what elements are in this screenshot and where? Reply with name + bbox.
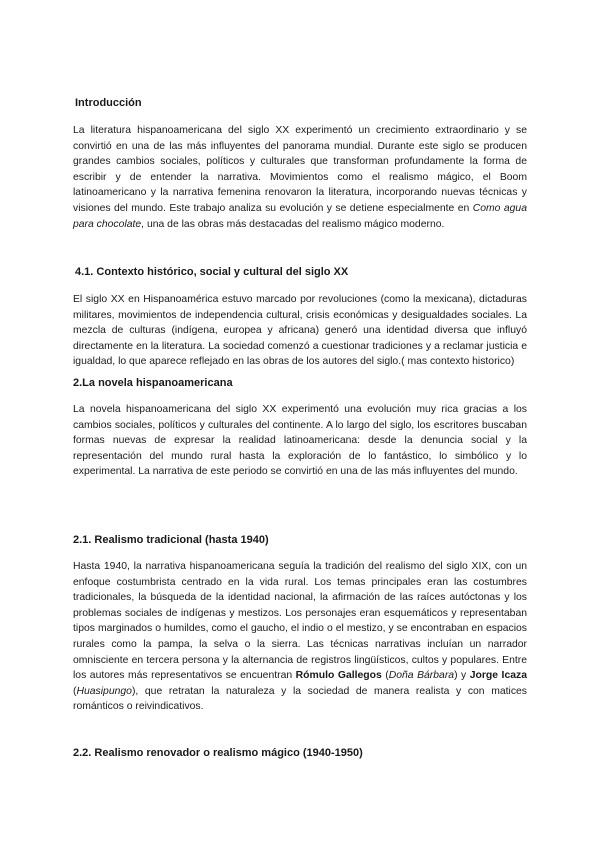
paren-open-2: ( — [73, 685, 77, 697]
heading-section-2: 2.La novela hispanoamericana — [73, 377, 233, 389]
section-2-1-text-1: Hasta 1940, la narrativa hispanoamericana seguía la tradición del realismo del siglo XIX, con un enfoque costumbrista centrado en la vida rural. Los temas principales eran las costumbres tradicionales, la búsqueda de la identidad nacional, la afirmación de las raíces autóctonas y los problemas sociales de indígenas y mestizos. Los personajes eran esquemáticos y representaban tipos marginados o humildes, como el gaucho, el indio o el mestizo, y se encontraban en espacios rurales como la pampa, la selva o la sierra. Las técnicas narrativas incluían un narrador omnisciente en tercera persona y la alternancia de registros lingüísticos, cultos y populares. Entre los autores más representativos se encuentran — [73, 561, 527, 682]
heading-introduccion: Introducción — [75, 97, 142, 109]
author-romulo-gallegos: Rómulo Gallegos — [295, 670, 382, 682]
work-huasipungo: Huasipungo — [76, 685, 132, 697]
author-jorge-icaza: Jorge Icaza — [469, 670, 527, 682]
work-dona-barbara: Doña Bárbara — [388, 670, 455, 682]
intro-book-title: Como agua para chocolate — [73, 202, 527, 230]
section-2-1-text-2: ), que retratan la naturaleza y la sociedad de manera realista y con matices románticos o reivindicativos. — [73, 685, 527, 713]
paragraph-section-2: La novela hispanoamericana del siglo XX experimentó una evolución muy rica gracias a los cambios sociales, políticos y culturales del continente. A lo largo del siglo, los escritores buscaban formas nuevas de expresar la realidad latinoamericana: desde la denuncia social y la representación del mundo rural hasta la exploración de lo fantástico, lo simbólico y lo experimental. La narrativa de este periodo se convirtió en una de las más influyentes del mundo. — [73, 404, 527, 478]
paragraph-section-2-1 — [73, 559, 527, 715]
intro-text-2: , una de las obras más destacadas del realismo mágico moderno. — [141, 218, 445, 230]
heading-section-2-2: 2.2. Realismo renovador o realismo mágico (1940-1950) — [73, 747, 363, 759]
heading-section-4-1: 4.1. Contexto histórico, social y cultural del siglo XX — [75, 266, 349, 278]
paragraph-section-4-1: El siglo XX en Hispanoamérica estuvo marcado por revoluciones (como la mexicana), dictaduras militares, movimientos de independencia cultural, crisis económicas y desigualdades sociales. La mezcla de culturas (indígena, europea y africana) generó una identidad diversa que influyó directamente en la literatura. La sociedad comenzó a cuestionar tradiciones y a reclamar justicia e igualdad, lo que aparece reflejado en las obras de los autores del siglo.( mas contexto historico) — [73, 294, 527, 368]
intro-text-1: La literatura hispanoamericana del siglo XX experimentó un crecimiento extraordinario y se convirtió en una de las más influyentes del panorama mundial. Durante este siglo se producen grandes cambios sociales, políticos y culturales que transforman profundamente la forma de escribir y de entender la narrativa. Movimientos como el realismo mágico, el Boom latinoamericano y la narrativa femenina renovaron la literatura, incorporando nuevas técnicas y visiones del mundo. Este trabajo analiza su evolución y se detiene especialmente en — [73, 125, 527, 214]
heading-section-2-1: 2.1. Realismo tradicional (hasta 1940) — [73, 534, 269, 546]
paragraph-introduccion — [73, 123, 527, 232]
paren-close-and: ) y — [454, 670, 470, 682]
paren-open: ( — [381, 670, 389, 682]
